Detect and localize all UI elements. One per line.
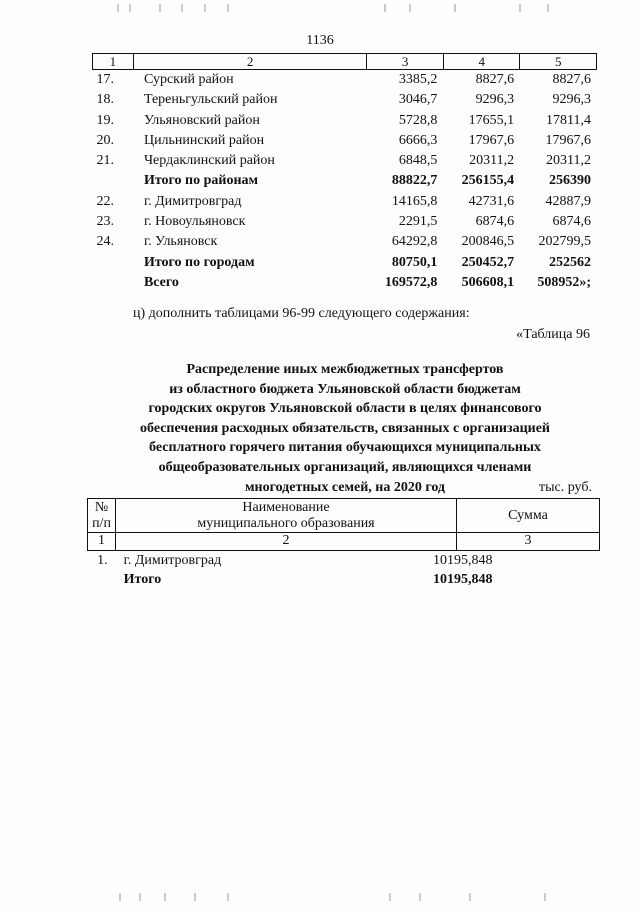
row-value-3: 5728,8 xyxy=(398,112,438,128)
row-number xyxy=(92,273,132,293)
col-header-name-line1: Наименование xyxy=(242,499,330,515)
row-value-3: 80750,1 xyxy=(391,254,438,270)
row-value-5: 17967,6 xyxy=(545,132,591,148)
row-number: 21. xyxy=(96,153,114,169)
row-value-5: 17811,4 xyxy=(546,112,591,128)
row-name: Итого по районам xyxy=(143,173,259,189)
row-value-5: 256390 xyxy=(549,173,591,189)
row-number: 24. xyxy=(96,234,114,250)
row-value-3: 169572,8 xyxy=(384,274,438,290)
title-line: из областного бюджета Ульяновской области бюджетам xyxy=(169,381,521,397)
scan-edge-bottom-marks xyxy=(0,891,640,905)
table-row xyxy=(87,551,600,570)
col-header-name xyxy=(115,499,456,532)
col-index-2: 2 xyxy=(115,533,456,550)
districts-table-body xyxy=(92,70,597,293)
table-row xyxy=(92,171,597,191)
row-value-4: 42731,6 xyxy=(468,193,515,209)
scan-edge-top xyxy=(0,0,640,14)
table-title xyxy=(95,360,595,497)
title-line: Распределение иных межбюджетных трансфертов xyxy=(186,362,504,377)
amendment-note: ц) дополнить таблицами 96-99 следующего содержания: xyxy=(133,306,470,321)
row-name: Чердаклинский район xyxy=(143,153,275,169)
row-value-3: 3046,7 xyxy=(398,92,438,108)
title-line: многодетных семей, на 2020 год xyxy=(244,479,446,495)
table-row xyxy=(92,131,597,151)
page-number: 1136 xyxy=(306,33,334,48)
row-value-5: 508952»; xyxy=(537,274,591,290)
table-row xyxy=(92,232,597,252)
col-index-3: 3 xyxy=(456,533,599,550)
row-value-5: 20311,2 xyxy=(546,153,591,169)
row-value-5: 8827,6 xyxy=(552,72,591,87)
row-value-4: 17967,6 xyxy=(468,132,515,148)
row-value-4: 506608,1 xyxy=(461,274,515,290)
col-header-5: 5 xyxy=(519,54,596,69)
col-header-sum: Сумма xyxy=(456,499,599,532)
row-value-4: 250452,7 xyxy=(461,254,515,270)
col-header-4: 4 xyxy=(443,54,520,69)
transfers-table-header xyxy=(87,498,600,533)
row-value-4: 200846,5 xyxy=(461,234,515,250)
col-header-3: 3 xyxy=(366,54,443,69)
row-number: 17. xyxy=(96,72,114,87)
title-line: общеобразовательных организаций, являющихся членами xyxy=(158,459,532,475)
row-number: 18. xyxy=(96,92,114,108)
row-number: 1. xyxy=(97,553,108,568)
row-value-4: 6874,6 xyxy=(475,214,515,230)
table-row xyxy=(92,253,597,273)
districts-table xyxy=(92,53,597,293)
row-value-3: 64292,8 xyxy=(391,234,438,250)
row-name: Итого xyxy=(123,572,162,587)
row-name: г. Димитровград xyxy=(123,553,222,568)
col-index-1: 1 xyxy=(98,533,105,548)
row-value-4: 8827,6 xyxy=(475,72,515,87)
row-name: Сурский район xyxy=(143,72,234,87)
table-row xyxy=(92,192,597,212)
scan-edge-bottom xyxy=(0,891,640,905)
transfers-table-body xyxy=(87,551,600,589)
row-name: Тереньгульский район xyxy=(143,92,278,108)
row-sum: 10195,848 xyxy=(433,572,493,587)
scan-edge-top-marks xyxy=(0,0,640,14)
title-line: обеспечения расходных обязательств, связанных с организацией xyxy=(140,420,550,436)
unit-label: тыс. руб. xyxy=(539,480,592,495)
row-number xyxy=(87,570,112,589)
table-row xyxy=(92,70,597,90)
row-name: Итого по городам xyxy=(143,254,255,270)
col-header-1: 1 xyxy=(109,54,117,69)
table-row xyxy=(92,212,597,232)
row-sum: 10195,848 xyxy=(433,553,493,568)
table-row xyxy=(92,273,597,293)
col-header-num-line2: п/п xyxy=(92,515,111,531)
title-line: бесплатного горячего питания обучающихся муниципальных xyxy=(149,440,541,456)
row-value-3: 14165,8 xyxy=(391,193,438,209)
row-number: 20. xyxy=(96,132,114,148)
col-header-name-line2: муниципального образования xyxy=(197,515,375,531)
row-name: г. Ульяновск xyxy=(143,234,218,250)
row-name: г. Новоульяновск xyxy=(143,214,246,230)
row-value-3: 3385,2 xyxy=(398,72,438,87)
row-value-3: 6848,5 xyxy=(398,153,438,169)
districts-table-header xyxy=(92,53,597,70)
row-value-5: 252562 xyxy=(549,254,591,270)
transfers-table-index-row xyxy=(87,533,600,551)
row-name: Цильнинский район xyxy=(143,132,265,148)
row-number xyxy=(92,253,132,273)
row-number: 23. xyxy=(96,214,114,230)
row-value-3: 2291,5 xyxy=(398,214,438,230)
row-value-5: 202799,5 xyxy=(538,234,591,250)
row-name: Ульяновский район xyxy=(143,112,260,128)
row-value-4: 20311,2 xyxy=(469,153,515,169)
col-header-num-line1: № xyxy=(94,499,109,515)
table-row xyxy=(87,570,600,589)
title-line: городских округов Ульяновской области в целях финансового xyxy=(148,401,542,417)
row-value-5: 6874,6 xyxy=(552,214,591,230)
row-value-5: 9296,3 xyxy=(552,92,591,108)
row-value-4: 9296,3 xyxy=(475,92,515,108)
row-name: г. Димитровград xyxy=(143,193,242,209)
table-row xyxy=(92,90,597,110)
row-value-4: 17655,1 xyxy=(468,112,515,128)
transfers-table xyxy=(87,498,600,589)
row-number: 22. xyxy=(96,193,114,209)
row-value-3: 6666,3 xyxy=(398,132,438,148)
col-header-2: 2 xyxy=(133,54,367,69)
row-name: Всего xyxy=(143,274,179,290)
row-value-3: 88822,7 xyxy=(391,173,438,189)
table-row xyxy=(92,111,597,131)
table-row xyxy=(92,151,597,171)
row-value-4: 256155,4 xyxy=(461,173,515,189)
row-value-5: 42887,9 xyxy=(545,193,591,209)
row-number xyxy=(92,171,132,191)
col-header-num xyxy=(88,499,115,532)
row-number: 19. xyxy=(96,112,114,128)
table-label: «Таблица 96 xyxy=(516,327,590,342)
